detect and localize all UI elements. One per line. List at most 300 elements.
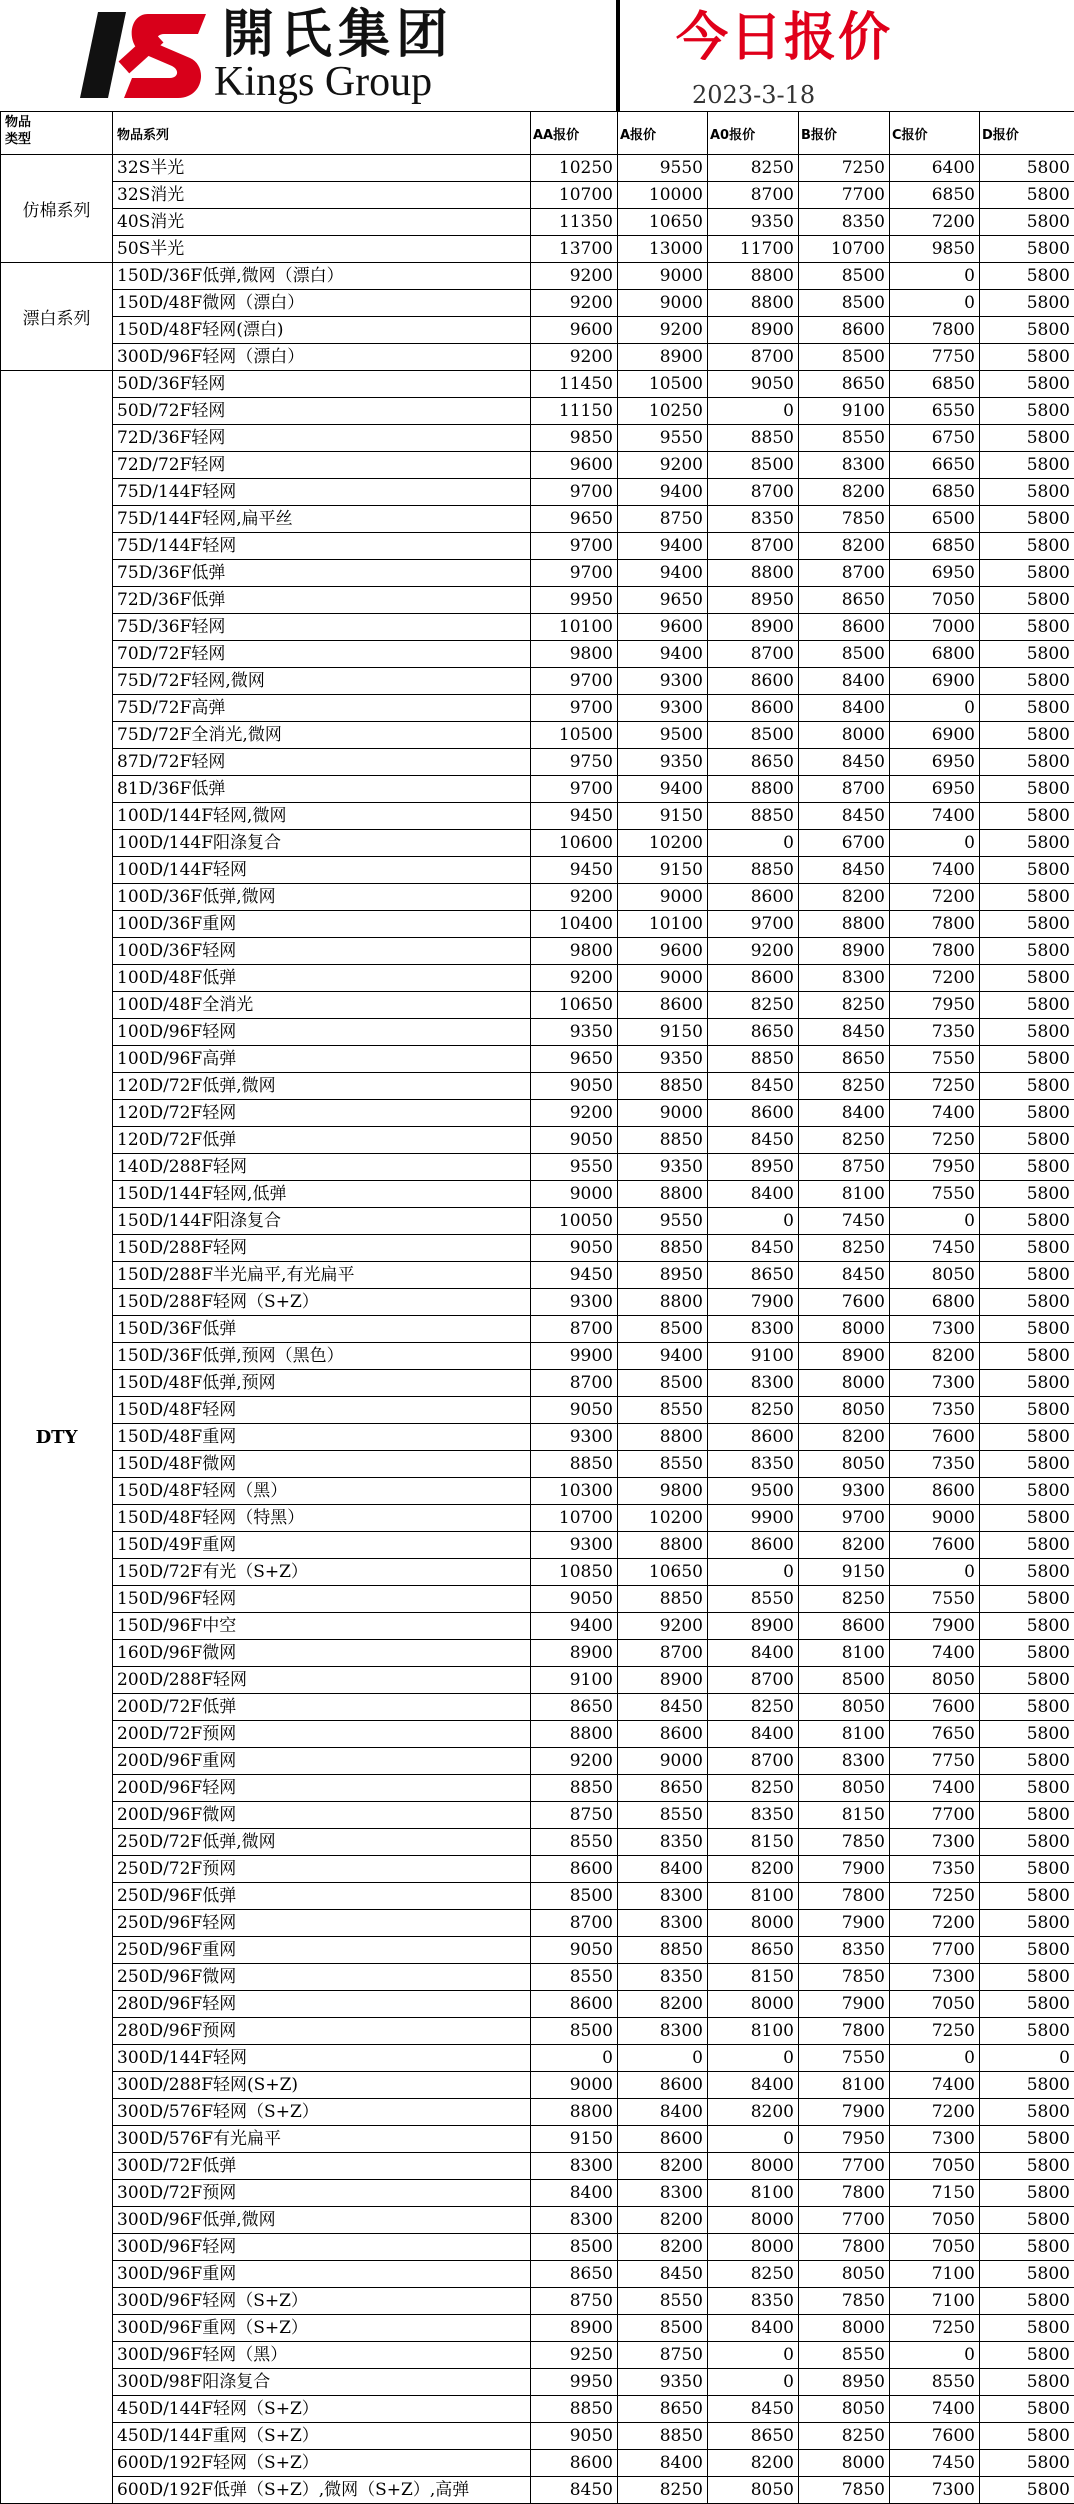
price-cell: 8900 (618, 344, 708, 371)
price-cell: 8900 (618, 1667, 708, 1694)
price-cell: 8600 (799, 1613, 890, 1640)
item-name: 100D/144F轻网 (113, 857, 531, 884)
price-cell: 5800 (980, 2180, 1074, 2207)
price-cell: 0 (708, 2126, 799, 2153)
price-cell: 11150 (531, 398, 618, 425)
price-cell: 8700 (708, 1748, 799, 1775)
price-cell: 8800 (708, 290, 799, 317)
price-cell: 5800 (980, 344, 1074, 371)
item-name: 75D/36F轻网 (113, 614, 531, 641)
table-row (1, 2099, 1074, 2126)
table-row (1, 2315, 1074, 2342)
price-cell: 8000 (708, 1910, 799, 1937)
price-cell: 8650 (799, 371, 890, 398)
price-cell: 8350 (708, 2288, 799, 2315)
item-name: 32S半光 (113, 155, 531, 182)
price-cell: 8700 (708, 641, 799, 668)
price-cell: 8050 (799, 1694, 890, 1721)
price-cell: 9050 (531, 1397, 618, 1424)
item-name: 120D/72F轻网 (113, 1100, 531, 1127)
price-cell: 7850 (799, 1964, 890, 1991)
table-row (1, 155, 1074, 182)
price-cell: 5800 (980, 1559, 1074, 1586)
price-cell: 7200 (890, 209, 980, 236)
price-cell: 8400 (708, 2315, 799, 2342)
price-cell: 7150 (890, 2180, 980, 2207)
table-row (1, 1208, 1074, 1235)
item-name: 200D/96F重网 (113, 1748, 531, 1775)
price-cell: 9300 (799, 1478, 890, 1505)
price-cell: 5800 (980, 641, 1074, 668)
price-cell: 7900 (708, 1289, 799, 1316)
table-row (1, 2126, 1074, 2153)
price-cell: 9400 (531, 1613, 618, 1640)
price-cell: 9600 (531, 317, 618, 344)
price-cell: 7200 (890, 884, 980, 911)
price-cell: 8600 (708, 1100, 799, 1127)
header-price-4: C报价 (890, 112, 980, 155)
table-row (1, 2423, 1074, 2450)
price-cell: 9200 (618, 452, 708, 479)
table-row (1, 1748, 1074, 1775)
price-cell: 9100 (531, 1667, 618, 1694)
price-cell: 5800 (980, 1100, 1074, 1127)
price-cell: 9150 (618, 803, 708, 830)
price-cell: 8400 (799, 695, 890, 722)
header-divider (616, 0, 620, 111)
table-row (1, 1235, 1074, 1262)
price-cell: 9650 (618, 587, 708, 614)
price-cell: 7600 (890, 1532, 980, 1559)
table-row (1, 587, 1074, 614)
price-cell: 8700 (708, 479, 799, 506)
item-name: 280D/96F轻网 (113, 1991, 531, 2018)
price-cell: 8750 (618, 506, 708, 533)
price-cell: 8750 (618, 2342, 708, 2369)
price-cell: 8250 (799, 2423, 890, 2450)
price-cell: 5800 (980, 1181, 1074, 1208)
price-cell: 7400 (890, 1640, 980, 1667)
table-row (1, 1370, 1074, 1397)
price-cell: 8750 (531, 1802, 618, 1829)
price-cell: 8700 (618, 1640, 708, 1667)
price-cell: 5800 (980, 1775, 1074, 1802)
price-cell: 8600 (531, 2450, 618, 2477)
table-row (1, 1451, 1074, 1478)
item-name: 50D/72F轻网 (113, 398, 531, 425)
price-cell: 8450 (708, 1127, 799, 1154)
price-cell: 6850 (890, 533, 980, 560)
price-cell: 0 (708, 2342, 799, 2369)
banner-title: 今日报价 (676, 8, 893, 68)
price-cell: 8900 (708, 1613, 799, 1640)
price-cell: 8700 (531, 1370, 618, 1397)
item-name: 50S半光 (113, 236, 531, 263)
price-cell: 9750 (531, 749, 618, 776)
price-cell: 8050 (799, 1397, 890, 1424)
table-row (1, 641, 1074, 668)
table-row (1, 722, 1074, 749)
table-row (1, 1424, 1074, 1451)
table-row (1, 776, 1074, 803)
table-row (1, 1343, 1074, 1370)
price-cell: 8650 (531, 1694, 618, 1721)
price-cell: 7550 (799, 2045, 890, 2072)
price-cell: 8250 (708, 992, 799, 1019)
price-cell: 9400 (618, 1343, 708, 1370)
price-cell: 0 (890, 830, 980, 857)
table-row (1, 1262, 1074, 1289)
price-cell: 6850 (890, 182, 980, 209)
table-row (1, 2261, 1074, 2288)
quote-date: 2023-3-18 (692, 81, 816, 109)
category-cell: DTY (1, 371, 113, 2504)
table-row (1, 209, 1074, 236)
price-cell: 7800 (799, 2018, 890, 2045)
price-cell: 8550 (618, 1397, 708, 1424)
price-cell: 5800 (980, 1451, 1074, 1478)
price-cell: 7800 (890, 938, 980, 965)
price-cell: 0 (708, 398, 799, 425)
price-cell: 6950 (890, 776, 980, 803)
price-cell: 8100 (799, 2072, 890, 2099)
header-price-5: D报价 (980, 112, 1074, 155)
price-cell: 8600 (618, 2126, 708, 2153)
price-cell: 0 (890, 263, 980, 290)
price-cell: 5800 (980, 290, 1074, 317)
price-cell: 8250 (799, 1073, 890, 1100)
price-cell: 8800 (799, 911, 890, 938)
table-row (1, 560, 1074, 587)
price-cell: 7600 (799, 1289, 890, 1316)
table-row (1, 2369, 1074, 2396)
price-cell: 8800 (618, 1424, 708, 1451)
price-cell: 8550 (531, 1829, 618, 1856)
price-cell: 8850 (708, 425, 799, 452)
item-name: 150D/288F轻网（S+Z） (113, 1289, 531, 1316)
price-cell: 8200 (799, 479, 890, 506)
price-cell: 8200 (618, 2234, 708, 2261)
price-cell: 8900 (531, 1640, 618, 1667)
table-row (1, 1505, 1074, 1532)
price-cell: 8850 (618, 2423, 708, 2450)
price-cell: 8800 (531, 1721, 618, 1748)
item-name: 450D/144F重网（S+Z） (113, 2423, 531, 2450)
price-cell: 7950 (799, 2126, 890, 2153)
table-row (1, 1775, 1074, 1802)
table-row (1, 992, 1074, 1019)
price-cell: 8400 (708, 1721, 799, 1748)
price-cell: 9850 (890, 236, 980, 263)
price-cell: 8500 (799, 344, 890, 371)
price-cell: 8250 (618, 2477, 708, 2504)
price-cell: 8150 (708, 1829, 799, 1856)
price-cell: 7250 (799, 155, 890, 182)
price-cell: 8300 (618, 2018, 708, 2045)
header-price-2: A0报价 (708, 112, 799, 155)
price-cell: 5800 (980, 2261, 1074, 2288)
price-cell: 7250 (890, 1073, 980, 1100)
price-cell: 7300 (890, 1316, 980, 1343)
price-cell: 8500 (799, 263, 890, 290)
price-cell: 9700 (531, 668, 618, 695)
item-name: 150D/48F微网 (113, 1451, 531, 1478)
price-cell: 6800 (890, 1289, 980, 1316)
price-cell: 9200 (531, 263, 618, 290)
price-cell: 9000 (531, 2072, 618, 2099)
price-cell: 9550 (531, 1154, 618, 1181)
price-cell: 5800 (980, 533, 1074, 560)
price-cell: 5800 (980, 398, 1074, 425)
item-name: 200D/96F轻网 (113, 1775, 531, 1802)
price-cell: 5800 (980, 1937, 1074, 1964)
price-cell: 9350 (618, 749, 708, 776)
price-cell: 0 (708, 2045, 799, 2072)
price-cell: 11450 (531, 371, 618, 398)
price-cell: 5800 (980, 236, 1074, 263)
price-cell: 8850 (708, 857, 799, 884)
price-cell: 9200 (531, 1100, 618, 1127)
price-cell: 9000 (531, 1181, 618, 1208)
price-cell: 7250 (890, 2315, 980, 2342)
price-cell: 8500 (531, 2018, 618, 2045)
price-cell: 10650 (531, 992, 618, 1019)
price-table-body (1, 112, 1074, 2504)
price-cell: 8100 (708, 2018, 799, 2045)
price-cell: 7400 (890, 2072, 980, 2099)
item-name: 150D/288F半光扁平,有光扁平 (113, 1262, 531, 1289)
price-cell: 11350 (531, 209, 618, 236)
price-cell: 8050 (890, 1667, 980, 1694)
price-cell: 9400 (618, 560, 708, 587)
price-cell: 8200 (799, 533, 890, 560)
price-cell: 7800 (799, 2234, 890, 2261)
price-cell: 7450 (799, 1208, 890, 1235)
price-cell: 6700 (799, 830, 890, 857)
price-cell: 8800 (708, 776, 799, 803)
price-cell: 9900 (531, 1343, 618, 1370)
price-cell: 6900 (890, 722, 980, 749)
price-cell: 5800 (980, 2018, 1074, 2045)
item-name: 300D/96F轻网（漂白） (113, 344, 531, 371)
item-name: 75D/72F高弹 (113, 695, 531, 722)
price-cell: 5800 (980, 2099, 1074, 2126)
price-cell: 8550 (799, 425, 890, 452)
price-cell: 5800 (980, 1127, 1074, 1154)
table-row (1, 2342, 1074, 2369)
price-cell: 8300 (799, 1748, 890, 1775)
price-cell: 9450 (531, 803, 618, 830)
item-name: 100D/48F全消光 (113, 992, 531, 1019)
price-cell: 5800 (980, 2234, 1074, 2261)
price-cell: 7100 (890, 2261, 980, 2288)
price-cell: 9200 (708, 938, 799, 965)
price-cell: 8500 (708, 452, 799, 479)
header-price-3: B报价 (799, 112, 890, 155)
table-row (1, 1613, 1074, 1640)
price-cell: 8900 (708, 317, 799, 344)
item-name: 200D/288F轻网 (113, 1667, 531, 1694)
price-cell: 5800 (980, 938, 1074, 965)
price-cell: 8550 (708, 1586, 799, 1613)
price-cell: 8900 (531, 2315, 618, 2342)
item-name: 250D/96F低弹 (113, 1883, 531, 1910)
price-cell: 8300 (618, 1883, 708, 1910)
price-cell: 8700 (708, 344, 799, 371)
price-cell: 5800 (980, 1397, 1074, 1424)
price-cell: 8450 (531, 2477, 618, 2504)
item-name: 300D/96F低弹,微网 (113, 2207, 531, 2234)
price-cell: 9550 (618, 1208, 708, 1235)
price-cell: 8050 (799, 2396, 890, 2423)
price-cell: 8350 (618, 1829, 708, 1856)
table-row (1, 938, 1074, 965)
price-cell: 9050 (531, 1586, 618, 1613)
price-cell: 10100 (618, 911, 708, 938)
price-cell: 8050 (799, 1775, 890, 1802)
price-cell: 8200 (708, 2099, 799, 2126)
price-cell: 8650 (708, 1019, 799, 1046)
price-cell: 9000 (618, 965, 708, 992)
price-cell: 0 (980, 2045, 1074, 2072)
table-row (1, 1154, 1074, 1181)
table-row (1, 1046, 1074, 1073)
price-cell: 9150 (618, 857, 708, 884)
price-cell: 5800 (980, 1343, 1074, 1370)
item-name: 87D/72F轻网 (113, 749, 531, 776)
item-name: 300D/96F轻网 (113, 2234, 531, 2261)
table-row (1, 317, 1074, 344)
table-row (1, 1856, 1074, 1883)
table-row (1, 2180, 1074, 2207)
table-row (1, 452, 1074, 479)
price-cell: 6850 (890, 479, 980, 506)
price-cell: 8200 (618, 1991, 708, 2018)
price-cell: 8450 (618, 1694, 708, 1721)
price-cell: 8100 (799, 1721, 890, 1748)
price-cell: 5800 (980, 2126, 1074, 2153)
price-cell: 8950 (708, 1154, 799, 1181)
item-name: 120D/72F低弹 (113, 1127, 531, 1154)
price-cell: 9100 (708, 1343, 799, 1370)
price-cell: 8500 (799, 290, 890, 317)
price-cell: 6950 (890, 749, 980, 776)
item-name: 280D/96F预网 (113, 2018, 531, 2045)
price-cell: 9300 (531, 1289, 618, 1316)
price-cell: 8600 (618, 2072, 708, 2099)
price-cell: 8400 (618, 2450, 708, 2477)
table-row (1, 1586, 1074, 1613)
price-cell: 5800 (980, 614, 1074, 641)
price-cell: 7950 (890, 1154, 980, 1181)
item-name: 600D/192F轻网（S+Z） (113, 2450, 531, 2477)
item-name: 75D/72F轻网,微网 (113, 668, 531, 695)
price-cell: 8500 (531, 2234, 618, 2261)
price-cell: 8600 (799, 317, 890, 344)
price-cell: 7900 (799, 1910, 890, 1937)
price-cell: 8750 (799, 1154, 890, 1181)
item-name: 300D/96F重网（S+Z） (113, 2315, 531, 2342)
price-cell: 9300 (618, 695, 708, 722)
price-cell: 8850 (618, 1586, 708, 1613)
price-cell: 8500 (618, 2315, 708, 2342)
item-name: 72D/36F轻网 (113, 425, 531, 452)
item-name: 150D/48F重网 (113, 1424, 531, 1451)
price-cell: 9600 (618, 938, 708, 965)
item-name: 300D/144F轻网 (113, 2045, 531, 2072)
price-cell: 10000 (618, 182, 708, 209)
price-cell: 9150 (531, 2126, 618, 2153)
table-row (1, 803, 1074, 830)
table-row (1, 2234, 1074, 2261)
item-name: 150D/48F轻网(漂白) (113, 317, 531, 344)
price-cell: 10700 (531, 182, 618, 209)
price-cell: 5800 (980, 1505, 1074, 1532)
item-name: 40S消光 (113, 209, 531, 236)
price-cell: 7650 (890, 1721, 980, 1748)
price-cell: 10500 (531, 722, 618, 749)
price-cell: 7100 (890, 2288, 980, 2315)
price-cell: 5800 (980, 452, 1074, 479)
price-cell: 5800 (980, 1910, 1074, 1937)
price-cell: 6500 (890, 506, 980, 533)
table-row (1, 1478, 1074, 1505)
table-row (1, 1667, 1074, 1694)
price-cell: 9400 (618, 641, 708, 668)
price-cell: 9050 (531, 1937, 618, 1964)
price-cell: 5800 (980, 1694, 1074, 1721)
price-cell: 8250 (708, 155, 799, 182)
price-cell: 8300 (799, 452, 890, 479)
price-cell: 8150 (799, 1802, 890, 1829)
table-row (1, 1910, 1074, 1937)
table-row (1, 1289, 1074, 1316)
item-name: 100D/144F阳涤复合 (113, 830, 531, 857)
item-name: 75D/72F全消光,微网 (113, 722, 531, 749)
price-cell: 5800 (980, 1964, 1074, 1991)
price-cell: 9300 (531, 1532, 618, 1559)
table-row (1, 290, 1074, 317)
price-cell: 8600 (618, 992, 708, 1019)
price-cell: 7050 (890, 2207, 980, 2234)
price-cell: 7250 (890, 1883, 980, 1910)
price-cell: 9050 (708, 371, 799, 398)
price-cell: 7400 (890, 857, 980, 884)
price-cell: 7050 (890, 2234, 980, 2261)
table-header-row (1, 112, 1074, 155)
price-cell: 9700 (531, 479, 618, 506)
price-cell: 8650 (708, 749, 799, 776)
price-cell: 7050 (890, 2153, 980, 2180)
price-cell: 9150 (618, 1019, 708, 1046)
price-cell: 8850 (708, 803, 799, 830)
price-cell: 9500 (708, 1478, 799, 1505)
table-row (1, 182, 1074, 209)
table-row (1, 1640, 1074, 1667)
item-name: 100D/96F高弹 (113, 1046, 531, 1073)
price-cell: 6900 (890, 668, 980, 695)
price-cell: 8600 (708, 1532, 799, 1559)
price-cell: 7550 (890, 1181, 980, 1208)
table-row (1, 2153, 1074, 2180)
price-cell: 7700 (799, 182, 890, 209)
table-row (1, 668, 1074, 695)
price-cell: 8400 (799, 668, 890, 695)
price-cell: 7900 (799, 1856, 890, 1883)
category-cell: 漂白系列 (1, 263, 113, 371)
price-cell: 8900 (799, 938, 890, 965)
price-cell: 5800 (980, 2450, 1074, 2477)
